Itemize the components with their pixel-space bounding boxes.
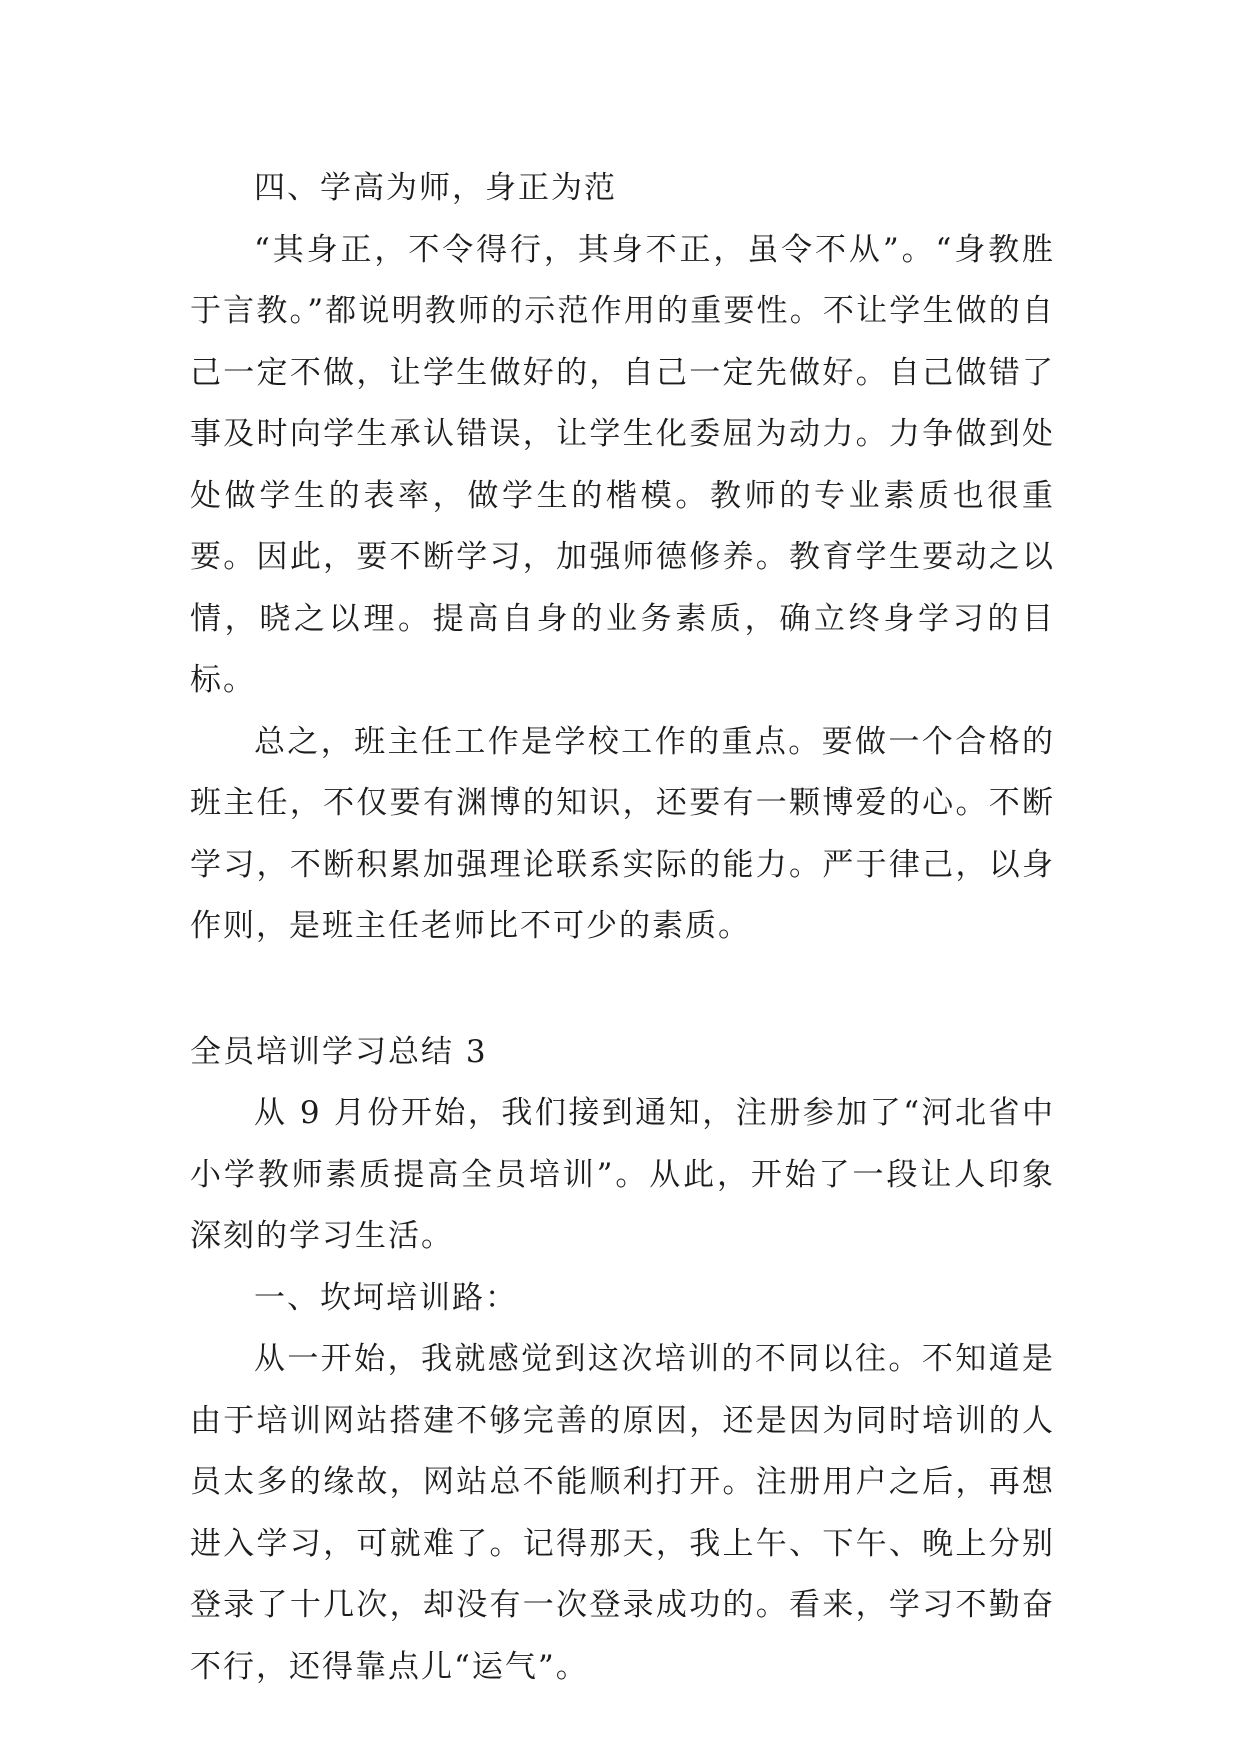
section-subheading: 一、坎坷培训路： (254, 1279, 518, 1316)
body-paragraph: 总之，班主任工作是学校工作的重点。要做一个合格的班主任，不仅要有渊博的知识，还要有一颗博爱的心。不断学习，不断积累加强理论联系实际的能力。严于律己，以身作则，是班主任老师比不可少的素质。 (190, 723, 1055, 944)
body-paragraph: “其身正，不令得行，其身不正，虽令不从”。“身教胜于言教。”都说明教师的示范作用的重要性。不让学生做的自己一定不做，让学生做好的，自己一定先做好。自己做错了事及时向学生承认错误，让学生化委屈为动力。力争做到处处做学生的表率，做学生的楷模。教师的专业素质也很重要。因此，要不断学习，加强师德修养。教育学生要动之以情，晓之以理。提高自身的业务素质，确立终身学习的目标。 (190, 231, 1055, 698)
body-paragraph: 从一开始，我就感觉到这次培训的不同以往。不知道是由于培训网站搭建不够完善的原因，还是因为同时培训的人员太多的缘故，网站总不能顺利打开。注册用户之后，再想进入学习，可就难了。记得那天，我上午、下午、晚上分别登录了十几次，却没有一次登录成功的。看来，学习不勤奋不行，还得靠点儿“运气”。 (190, 1341, 1055, 1685)
document-body (190, 158, 1055, 1698)
section-title: 全员培训学习总结 3 (190, 1033, 488, 1070)
body-paragraph: 从 9 月份开始，我们接到通知，注册参加了“河北省中小学教师素质提高全员培训”。从此，开始了一段让人印象深刻的学习生活。 (190, 1095, 1055, 1254)
section-heading-four: 四、学高为师，身正为范 (254, 170, 617, 206)
section-spacer (190, 958, 1055, 1022)
